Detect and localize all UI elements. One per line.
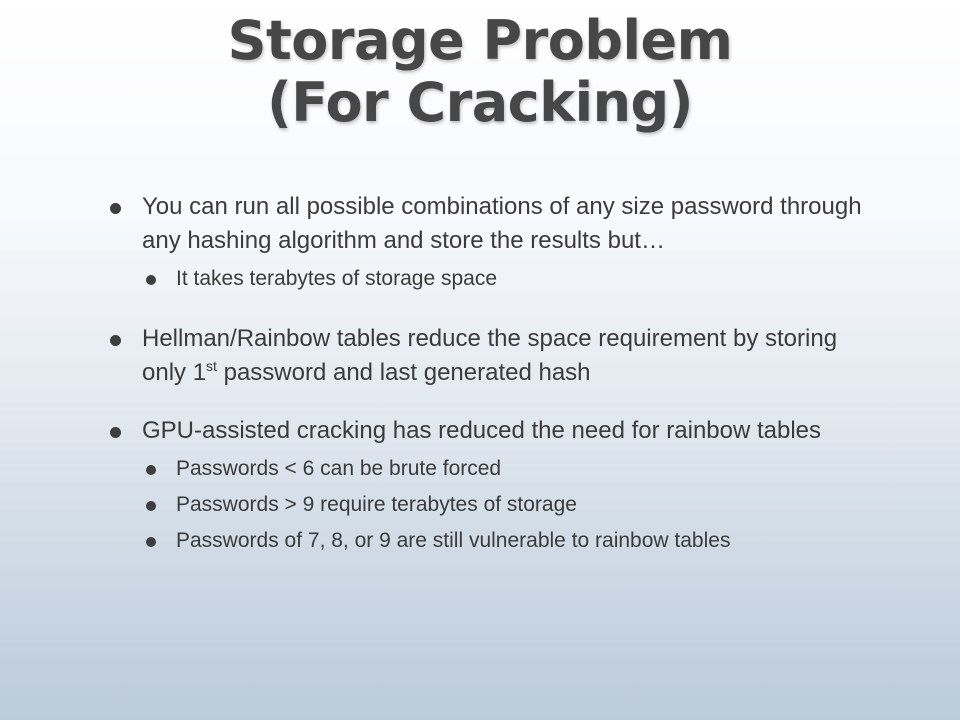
sub-bullet-item	[142, 264, 864, 294]
bullet-text: GPU-assisted cracking has reduced the need for rainbow tables	[142, 417, 822, 444]
sub-bullet-text: Passwords < 6 can be brute forced	[176, 457, 502, 480]
bullet-item	[104, 414, 864, 448]
sub-bullet-item	[142, 526, 864, 556]
superscript: st	[206, 358, 217, 374]
bullet-item	[104, 190, 864, 258]
slide-title	[0, 10, 960, 134]
sub-bullet-text: Passwords of 7, 8, or 9 are still vulnerable to rainbow tables	[176, 529, 731, 552]
sub-bullet-item	[142, 490, 864, 520]
sub-bullet-text: Passwords > 9 require terabytes of storage	[176, 493, 577, 516]
bullet-text-continued: password and last generated hash	[216, 359, 591, 386]
sub-bullet-text: It takes terabytes of storage space	[176, 267, 498, 290]
slide-body	[104, 190, 864, 556]
bullet-item	[104, 322, 864, 390]
title-line-2: (For Cracking)	[267, 71, 693, 134]
title-line-1: Storage Problem	[227, 9, 733, 72]
sub-bullet-item	[142, 454, 864, 484]
bullet-text: You can run all possible combinations of any size password through any hashing algorithm and store the results but…	[142, 193, 862, 254]
bullet-text: Hellman/Rainbow tables reduce the space requirement by storing only 1	[142, 325, 838, 386]
